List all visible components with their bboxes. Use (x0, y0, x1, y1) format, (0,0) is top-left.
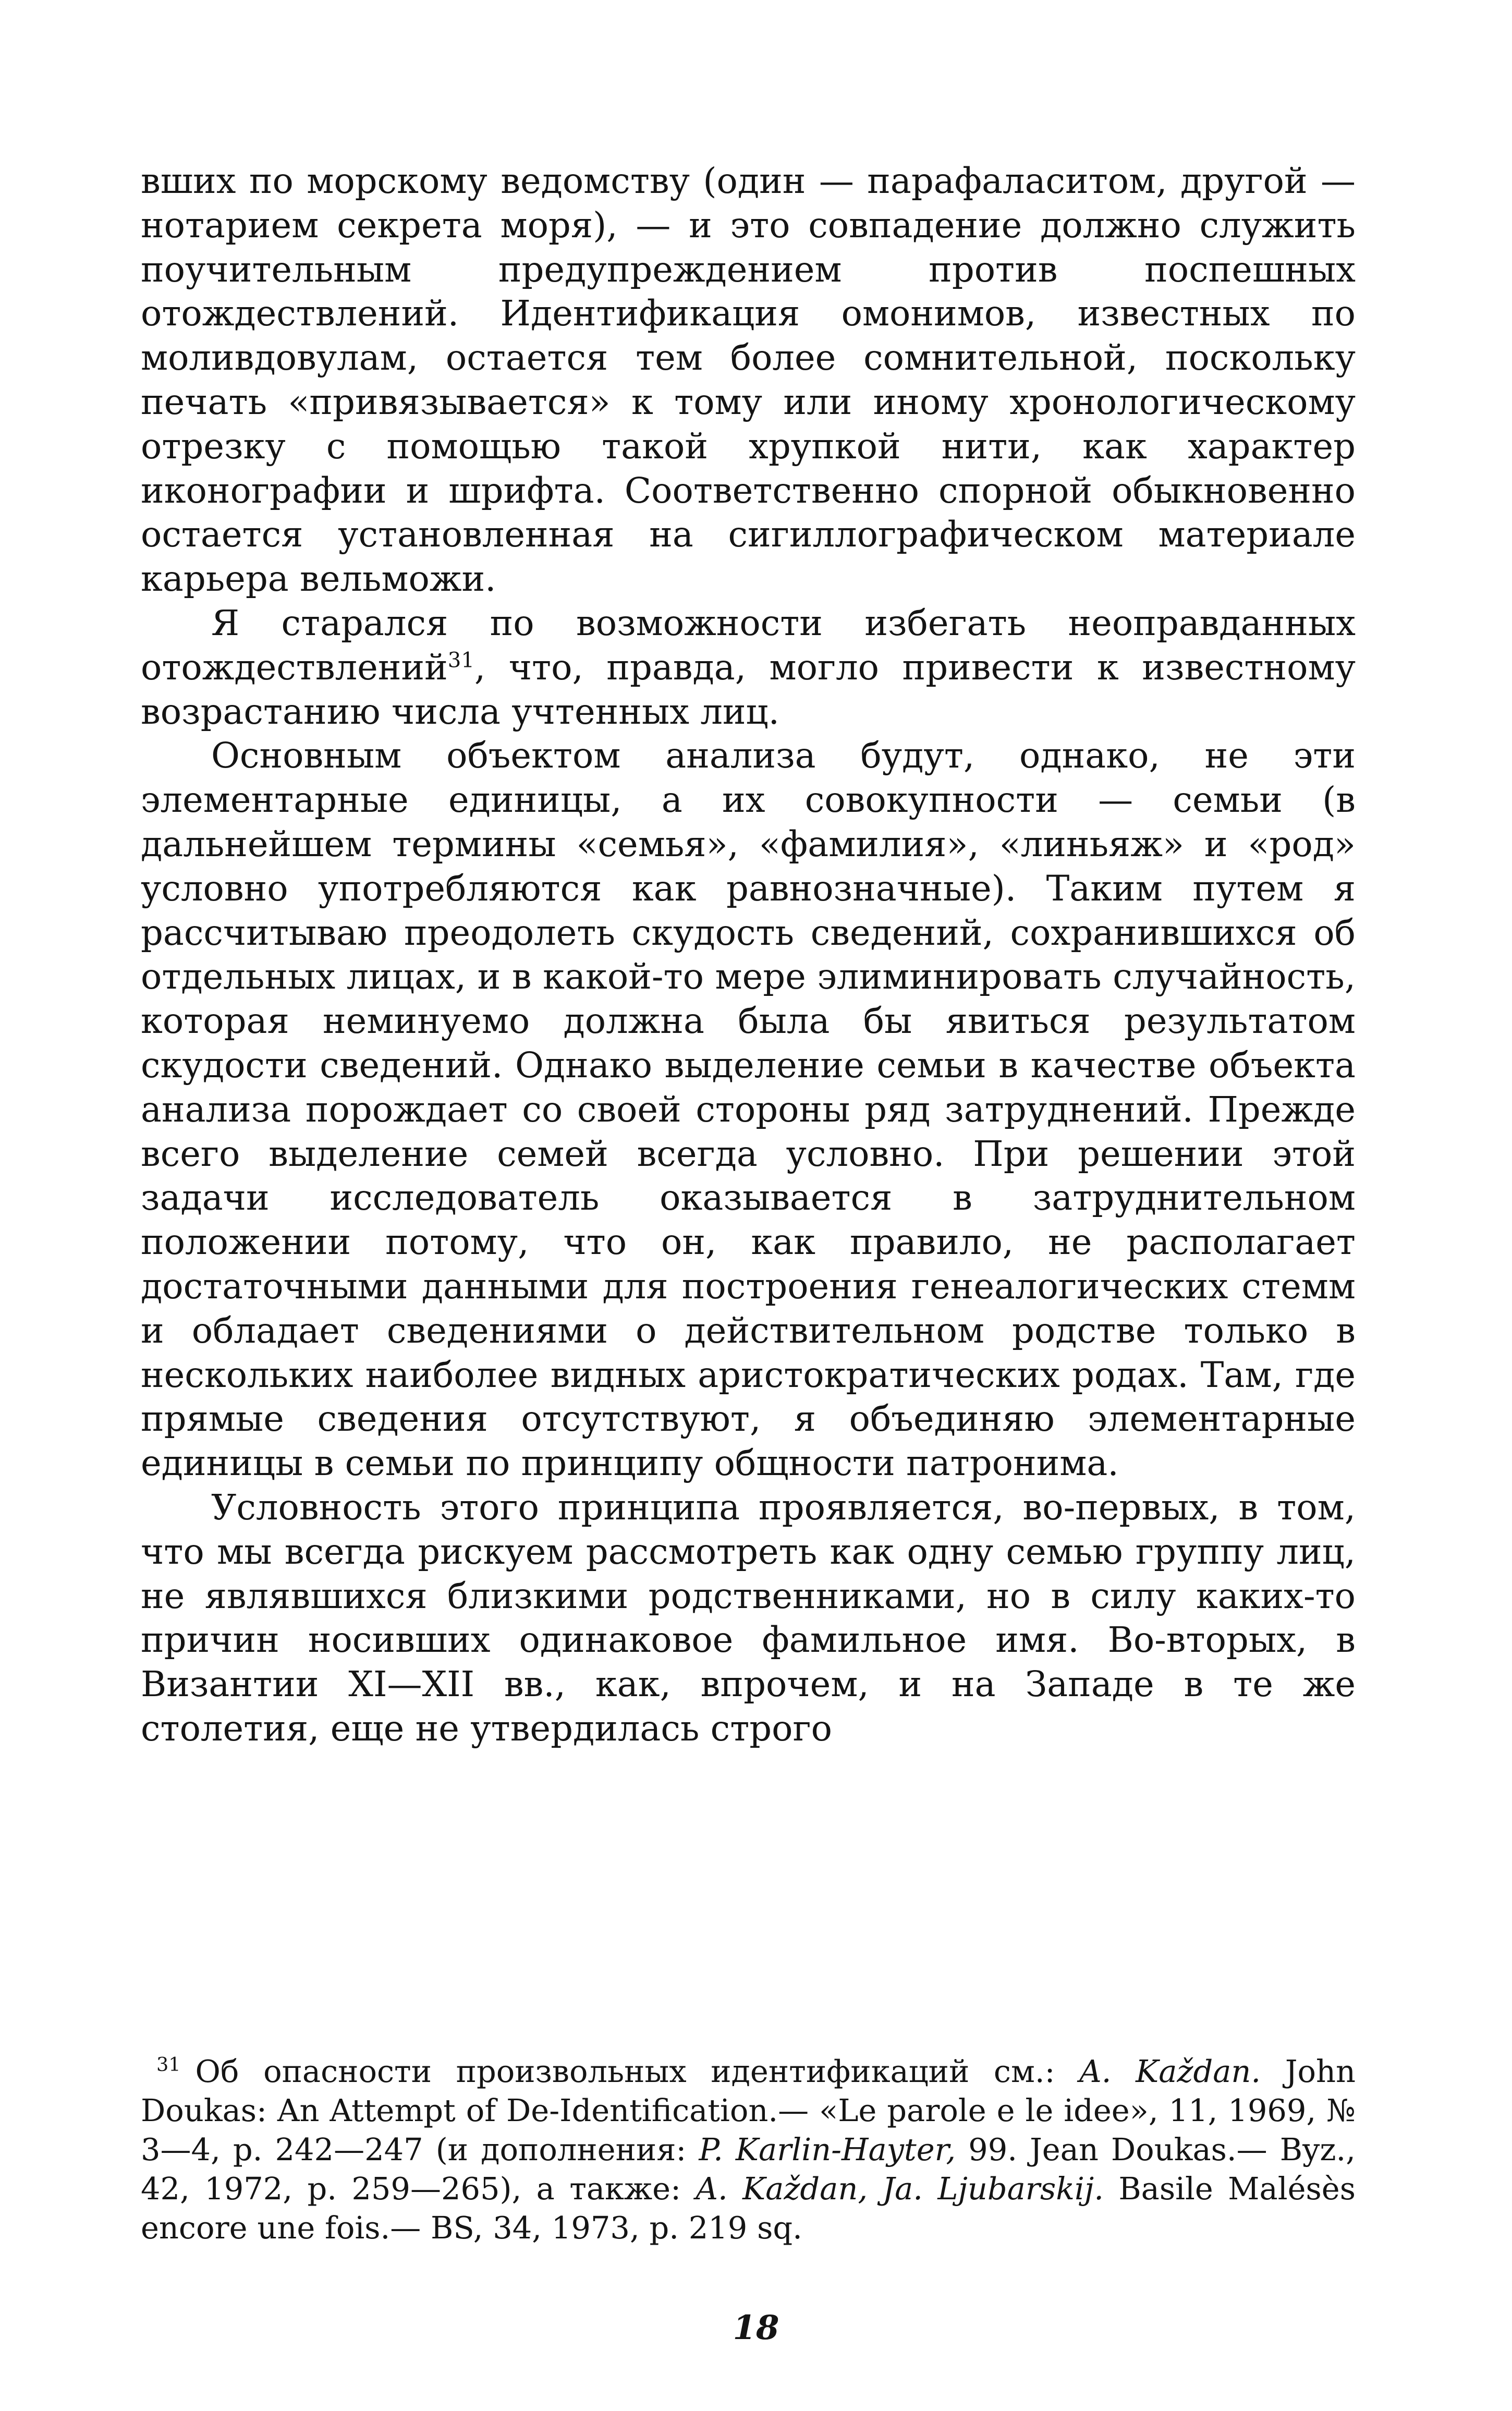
paragraph-1: вших по морскому ведомству (один — парафаласитом, другой — нотарием секрета моря), — и это совпадение должно служить поучительным предупреждением против поспешных отождествлений. Идентификация омонимов, известных по моливдовулам, остается тем более сомнительной, поскольку печать «привязывается» к тому или иному хронологическому отрезку с помощью такой хрупкой нити, как характер иконографии и шрифта. Соответственно спорной обыкновенно остается установленная на сигиллографическом материале карьера вельможи. (141, 161, 1356, 600)
footnote-text-3: 99. Jean Doukas.— Byz., 42, 1972, p. 259—265), а также: (141, 2132, 1356, 2207)
paragraph-2-text-end: , что, правда, могло привести к известному возрастанию числа учтенных лиц. (141, 647, 1356, 732)
footnote-author-2: P. Karlin-Hayter, (699, 2132, 956, 2168)
footnote-reference-31: 31 (447, 648, 474, 673)
paragraph-2-text: Я старался по возможности избегать неоправданных отождествлений (141, 602, 1356, 688)
footnote-author-3: A. Každan, Ja. Ljubarskij. (696, 2171, 1104, 2207)
footnote-text-1: Об опасности произвольных идентификаций см.: (195, 2053, 1080, 2089)
footnote-text-2: John Doukas: An Attempt of De-Identification.— «Le parole e le idee», 11, 1969, № 3—4, p. 242—247 (и дополнения: (141, 2053, 1356, 2168)
footnote-31 (141, 2052, 1356, 2247)
footnote-marker: 31 (156, 2053, 181, 2076)
page-number: 18 (733, 2308, 779, 2347)
footnote-author-1: A. Každan. (1079, 2053, 1261, 2089)
paragraph-3: Основным объектом анализа будут, однако, не эти элементарные единицы, а их совокупности — семьи (в дальнейшем термины «семья», «фамилия», «линьяж» и «род» условно употребляются как равнозначные). Таким путем я рассчитываю преодолеть скудость сведений, сохранившихся об отдельных лицах, и в какой-то мере элиминировать случайность, которая неминуемо должна была бы явиться результатом скудости сведений. Однако выделение семьи в качестве объекта анализа порождает со своей стороны ряд затруднений. Прежде всего выделение семей всегда условно. При решении этой задачи исследователь оказывается в затруднительном положении потому, что он, как правило, не располагает достаточными данными для построения генеалогических стемм и обладает сведениями о действительном родстве только в нескольких наиболее видных аристократических родах. Там, где прямые сведения отсутствуют, я объединяю элементарные единицы в семьи по принципу общности патронима. (141, 735, 1356, 1484)
footnote-text-4: Basile Malésès encore une fois.— BS, 34, 1973, p. 219 sq. (141, 2171, 1356, 2246)
main-text (141, 159, 1356, 1751)
paragraph-2 (141, 601, 1356, 734)
paragraph-4: Условность этого принципа проявляется, во-первых, в том, что мы всегда рискуем рассмотреть как одну семью группу лиц, не являвшихся близкими родственниками, но в силу каких-то причин носивших одинаковое фамильное имя. Во-вторых, в Византии XI—XII вв., как, впрочем, и на Западе в те же столетия, еще не утвердилась строго (141, 1487, 1356, 1749)
